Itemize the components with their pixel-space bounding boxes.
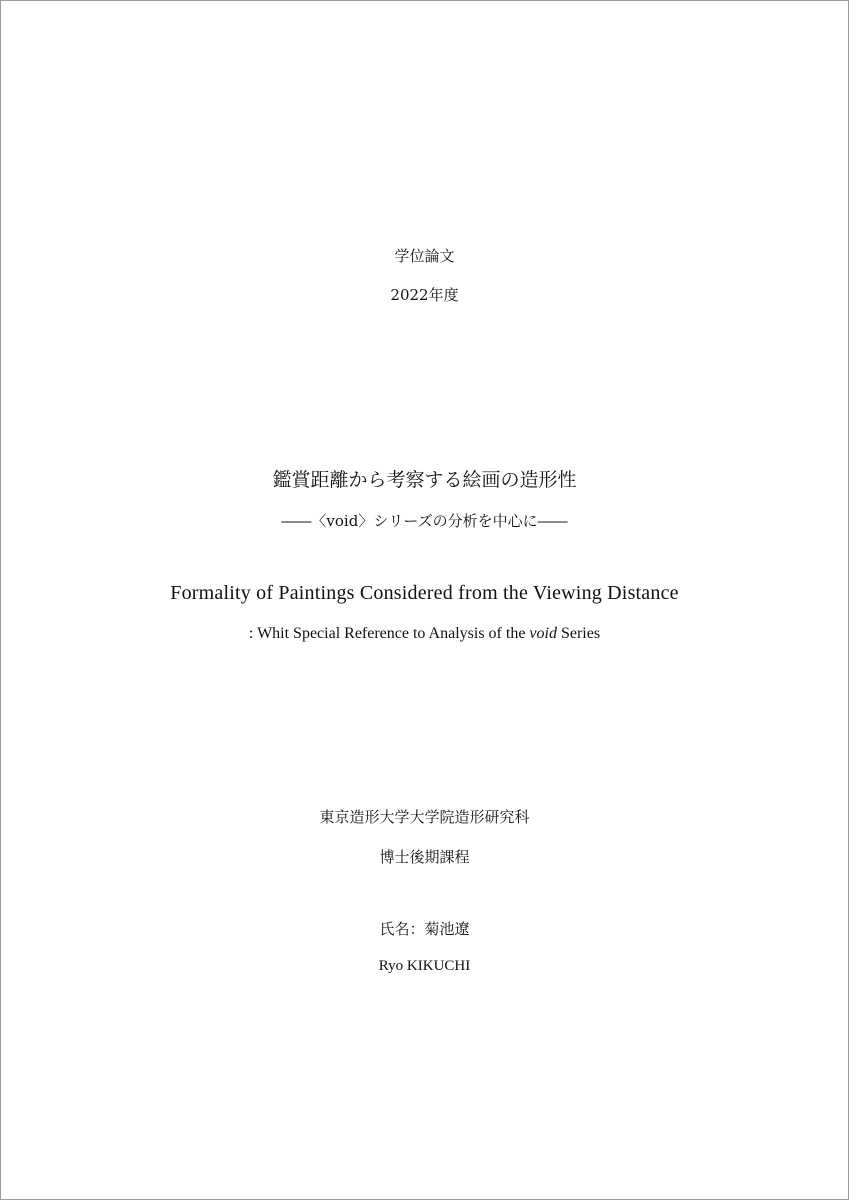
title-english: Formality of Paintings Considered from the Viewing Distance [170,582,679,604]
subtitle-english [0,625,849,643]
subtitle-english-suffix: Series [556,625,601,642]
degree-program: 博士後期課程 [379,848,470,866]
author-name-japanese: 氏名：菊池遼 [379,920,470,938]
subtitle-japanese: ――〈void〉シリーズの分析を中心に―― [281,512,568,530]
author-name-english: Ryo KIKUCHI [378,958,471,974]
subtitle-english-prefix: : Whit Special Reference to Analysis of the [248,625,530,642]
document-type-label: 学位論文 [394,247,455,265]
subtitle-english-series-name: void [529,625,557,642]
institution-name: 東京造形大学大学院造形研究科 [319,808,530,826]
academic-year: 2022年度 [390,286,459,304]
title-japanese: 鑑賞距離から考察する絵画の造形性 [272,469,577,491]
